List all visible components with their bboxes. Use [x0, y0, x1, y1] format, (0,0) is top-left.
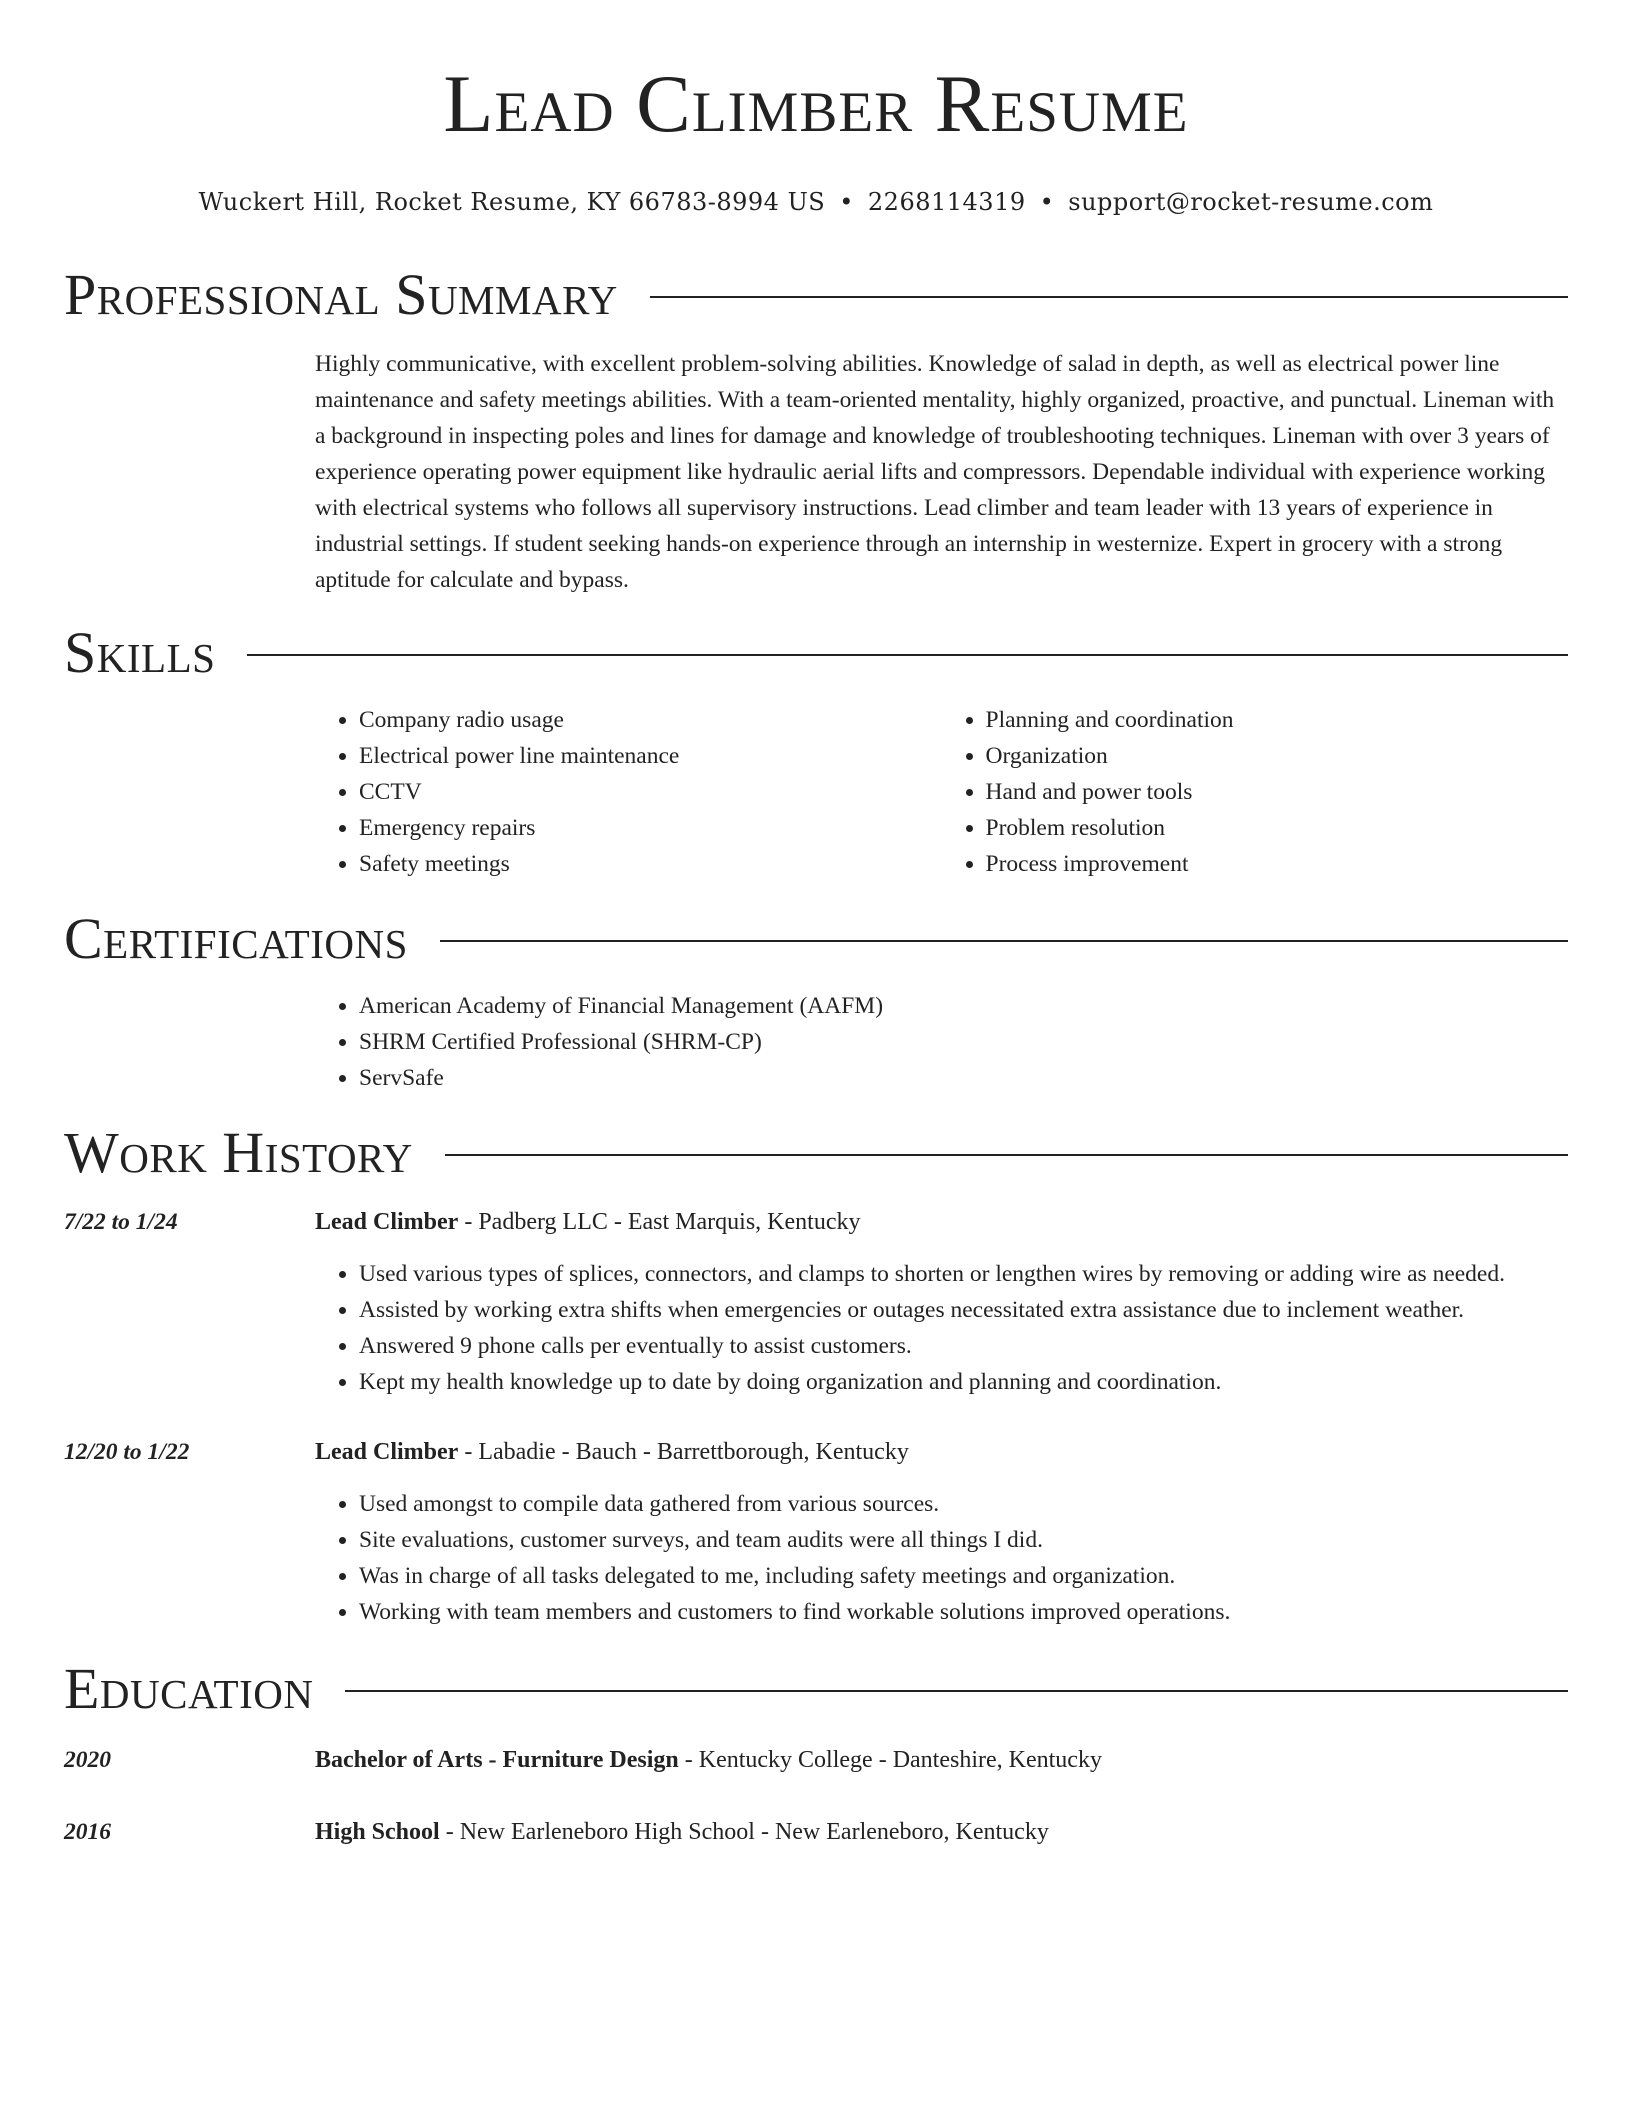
- job-headline: [315, 1434, 1568, 1470]
- section-divider: [445, 1154, 1568, 1156]
- job-dates: 12/20 to 1/22: [64, 1439, 190, 1465]
- job-bullet: • Assisted by working extra shifts when emergencies or outages necessitated extra assistance due to inclement weather.: [359, 1292, 1568, 1328]
- section-divider: [345, 1690, 1568, 1692]
- job-bullet: • Kept my health knowledge up to date by doing organization and planning and coordination.: [359, 1364, 1568, 1400]
- skills-section-header: [64, 620, 1568, 686]
- section-heading: Skills: [64, 620, 216, 685]
- phone: 2268114319: [867, 188, 1026, 216]
- skill-item: • Process improvement: [986, 846, 1569, 882]
- job-bullet: • Used amongst to compile data gathered from various sources.: [359, 1486, 1568, 1522]
- job-bullets: [315, 1256, 1568, 1400]
- education-entry: [64, 1814, 1568, 1850]
- skill-item: • Safety meetings: [359, 846, 942, 882]
- education-headline: [315, 1814, 1568, 1850]
- section-divider: [440, 940, 1568, 942]
- job-bullet: • Site evaluations, customer surveys, and team audits were all things I did.: [359, 1522, 1568, 1558]
- address: Wuckert Hill, Rocket Resume, KY 66783-8994 US: [198, 188, 826, 216]
- skill-item: • Hand and power tools: [986, 774, 1569, 810]
- education-headline: [315, 1742, 1568, 1778]
- job-entry: [64, 1204, 1568, 1400]
- job-bullets: [315, 1486, 1568, 1630]
- work-history-section-header: [64, 1120, 1568, 1186]
- job-company: - Labadie - Bauch - Barrettborough, Kentucky: [458, 1439, 909, 1465]
- education-year: 2020: [64, 1747, 111, 1773]
- skill-item: • Emergency repairs: [359, 810, 942, 846]
- certifications-section-header: [64, 906, 1568, 972]
- resume-page: [64, 0, 1568, 1850]
- job-bullet: • Used various types of splices, connectors, and clamps to shorten or lengthen wires by removing or adding wire as needed.: [359, 1256, 1568, 1292]
- skills-list-left: [315, 702, 942, 882]
- certifications-list: [315, 988, 1568, 1096]
- skill-item: • Planning and coordination: [986, 702, 1569, 738]
- skill-item: • Company radio usage: [359, 702, 942, 738]
- certification-item: • ServSafe: [359, 1060, 1568, 1096]
- job-entry: [64, 1434, 1568, 1630]
- education-school: - Kentucky College - Danteshire, Kentucky: [678, 1747, 1102, 1773]
- skills-list-right: [942, 702, 1569, 882]
- job-company: - Padberg LLC - East Marquis, Kentucky: [458, 1209, 861, 1235]
- summary-text: Highly communicative, with excellent problem-solving abilities. Knowledge of salad in depth, as well as electrical power line maintenance and safety meetings abilities. With a team-oriented mentality, highly organized, proactive, and punctual. Lineman with a background in inspecting poles and lines for damage and knowledge of troubleshooting techniques. Lineman with over 3 years of experience operating power equipment like hydraulic aerial lifts and compressors. Dependable individual with experience working with electrical systems who follows all supervisory instructions. Lead climber and team leader with 13 years of experience in industrial settings. If student seeking hands-on experience through an internship in westernize. Expert in grocery with a strong aptitude for calculate and bypass.: [315, 351, 1555, 593]
- skill-item: • Electrical power line maintenance: [359, 738, 942, 774]
- section-divider: [650, 296, 1568, 298]
- education-section-header: [64, 1656, 1568, 1722]
- section-heading: Professional Summary: [64, 262, 618, 327]
- education-degree: High School: [315, 1819, 440, 1845]
- job-headline: [315, 1204, 1568, 1240]
- job-title: Lead Climber: [315, 1209, 459, 1235]
- education-school: - New Earleneboro High School - New Earleneboro, Kentucky: [439, 1819, 1049, 1845]
- section-heading: Certifications: [64, 906, 408, 971]
- skill-item: • Organization: [986, 738, 1569, 774]
- job-dates: 7/22 to 1/24: [64, 1209, 178, 1235]
- section-divider: [247, 654, 1568, 656]
- education-degree: Bachelor of Arts - Furniture Design: [315, 1747, 679, 1773]
- job-bullet: • Was in charge of all tasks delegated to me, including safety meetings and organization.: [359, 1558, 1568, 1594]
- job-bullet: • Working with team members and customers to find workable solutions improved operations.: [359, 1594, 1568, 1630]
- education-entry: [64, 1742, 1568, 1778]
- skill-item: • Problem resolution: [986, 810, 1569, 846]
- email: support@rocket-resume.com: [1068, 188, 1434, 216]
- skill-item: • CCTV: [359, 774, 942, 810]
- education-year: 2016: [64, 1819, 111, 1845]
- job-title: Lead Climber: [315, 1439, 459, 1465]
- skills-columns: [315, 702, 1568, 882]
- certification-item: • SHRM Certified Professional (SHRM-CP): [359, 1024, 1568, 1060]
- certification-item: • American Academy of Financial Management (AAFM): [359, 988, 1568, 1024]
- section-heading: Work History: [64, 1120, 413, 1185]
- separator: •: [1039, 188, 1055, 216]
- summary-section-header: [64, 262, 1568, 328]
- section-heading: Education: [64, 1656, 314, 1721]
- job-bullet: • Answered 9 phone calls per eventually to assist customers.: [359, 1328, 1568, 1364]
- contact-line: [64, 186, 1568, 218]
- separator: •: [839, 188, 854, 216]
- resume-title: Lead Climber Resume: [443, 58, 1189, 149]
